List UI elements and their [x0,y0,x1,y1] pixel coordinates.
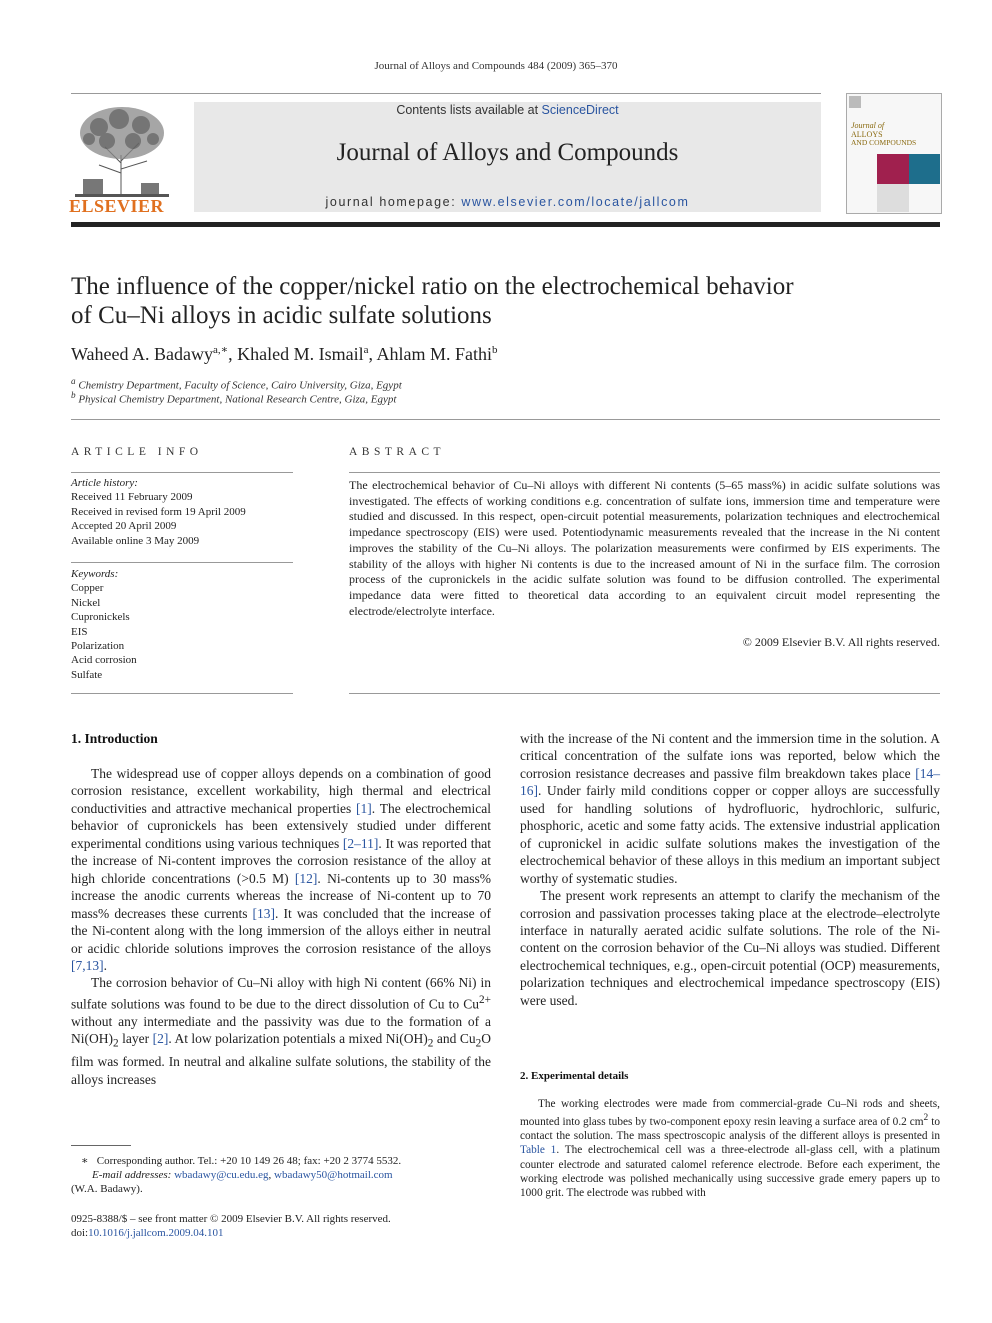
text-run: . The electrochemical cell was a three-electrode all-glass cell, with a platinum counter electrode and saturated calomel reference electrode. Before each experiment, the working electrode was polished mechanically using successive grade emery papers up to 1000 grit. The electrode was rubbed with [520,1144,941,1199]
affiliation-marker: b [71,390,76,400]
intro-paragraph-3 [520,730,940,887]
article-info-label: ARTICLE INFO [71,446,203,458]
article-title-line1: The influence of the copper/nickel ratio on the electrochemical behavior [71,273,794,300]
corresponding-line [71,1154,491,1168]
issn-doi-block [71,1212,511,1240]
citation-link[interactable]: [2] [152,1031,169,1047]
author-name[interactable]: Khaled M. Ismail [237,344,364,364]
cover-block-teal [909,154,940,184]
keywords-rule [71,562,293,563]
journal-citation: Journal of Alloys and Compounds 484 (2009) 365–370 [374,60,618,72]
author-name[interactable]: Ahlam M. Fathi [376,344,493,364]
email-link[interactable]: wbadawy@cu.edu.eg [174,1169,269,1182]
footnote-marker: ∗ [81,1155,89,1167]
intro-paragraph-1 [71,765,491,974]
introduction-left-column [71,765,491,1088]
header-rule [71,222,940,227]
text-run: . It was concluded that the increase of the Ni-content along with the long immersion of the alloys either in neutral or acidic chloride solutions improves the corrosion resistance of the alloys [71,905,491,956]
history-label: Article history: [71,477,138,489]
intro-paragraph-2 [71,974,491,1088]
history-item: Received 11 February 2009 [71,491,193,504]
text-run: and Cu [433,1031,476,1047]
text-run: layer [118,1031,153,1047]
text-run: . The electrochemical behavior of cupronickels has been extensively studied under different experimental conditions using various techniques [71,800,491,851]
doi-line [71,1226,511,1240]
keywords-block [71,567,293,682]
keyword-item: Copper [71,582,104,595]
keyword-item: Cupronickels [71,611,130,624]
affiliation-b [71,390,396,406]
footnote-rule [71,1145,131,1146]
text-run: with the increase of the Ni content and the immersion time in the solution. A critical concentration of the sulfate ions was reported, below which the corrosion resistance decreases and passive film breakdown takes place [520,731,940,781]
journal-name: Journal of Alloys and Compounds [336,139,679,166]
keyword-item: Acid corrosion [71,654,137,667]
keyword-item: Sulfate [71,668,103,681]
abstract-copyright: © 2009 Elsevier B.V. All rights reserved. [742,635,940,649]
sciencedirect-link[interactable]: ScienceDirect [541,103,619,117]
cover-title-line3: AND COMPOUNDS [851,138,917,147]
affiliation-marker: a [71,376,76,386]
text-run: . [103,957,107,973]
journal-homepage-line [194,195,821,209]
cover-block-grey [877,184,909,212]
text-run: The widespread use of copper alloys depends on a combination of good corrosion resistance, excellent workability, high thermal and electrical conductivities and attractive mechanical properties [71,766,491,816]
text-run: The working electrodes were made from commercial-grade Cu–Ni rods and sheets, mounted into glass tubes by two-component epoxy resin leaving a surface area of 0.2 cm [520,1098,940,1128]
subscript: 2 [475,1037,482,1050]
doi-label: doi: [71,1227,89,1240]
superscript: 2 [923,1113,929,1124]
email-separator: , [268,1169,275,1182]
author-separator: , [368,344,377,364]
citation-link[interactable]: [12] [294,870,318,886]
keywords-label: Keywords: [71,568,119,580]
abstract-label: ABSTRACT [349,446,446,458]
abstract-bottom-rule [349,693,940,694]
introduction-right-column [520,730,940,1009]
experimental-paragraph [520,1097,940,1200]
affiliation-rule [71,419,940,420]
article-info-bottom-rule [71,693,293,694]
cover-emblem [849,96,861,108]
history-item: Received in revised form 19 April 2009 [71,505,246,518]
contents-prefix: Contents lists available at [396,103,542,117]
cover-title-line1: Journal of [851,121,885,130]
citation-link[interactable]: [13] [252,905,276,921]
cover-title-line2: ALLOYS [851,129,883,139]
homepage-prefix: journal homepage: [325,195,462,209]
corresponding-text: Corresponding author. Tel.: +20 10 149 26 48; fax: +20 2 3774 5532. [96,1155,402,1167]
experimental-heading: 2. Experimental details [520,1070,629,1082]
history-item: Available online 3 May 2009 [71,534,200,547]
subscript: 2 [427,1037,434,1050]
text-run: . At low polarization potentials a mixed Ni(OH) [168,1031,428,1047]
affiliation-text: Physical Chemistry Department, National Research Centre, Giza, Egypt [78,393,397,406]
experimental-text [520,1097,940,1200]
keyword-item: Polarization [71,640,125,653]
email-owner: (W.A. Badawy). [71,1183,143,1196]
text-run: . It was reported that the increase of Ni-content improves the corrosion resistance of the alloy at high chloride concentrations (>0.5 M) [71,835,491,886]
cover-title [851,122,939,148]
text-run: The corrosion behavior of Cu–Ni alloy with high Ni content (66% Ni) in sulfate solutions was found to be due to the direct dissolution of Cu to Cu [71,975,491,1012]
text-run: without any intermediate and the passivity was due to the formation of a Ni(OH) [71,1013,491,1047]
intro-paragraph-4: The present work represents an attempt to clarify the mechanism of the corrosion and passivation processes taking place at the electrode–electrolyte interface in naturally aerated acidic sulfate solutions. The role of the Ni-content on the corrosion behavior of the Cu–Ni alloys was studied. Different electrochemical techniques, e.g., open-circuit potential (OCP) measurements, polarization techniques and electrochemical impedance spectroscopy (EIS) were used. [520,888,940,1008]
doi-link[interactable]: 10.1016/j.jallcom.2009.04.101 [88,1227,224,1240]
author-name[interactable]: Waheed A. Badawy [71,344,214,364]
issn-line: 0925-8388/$ – see front matter © 2009 Elsevier B.V. All rights reserved. [71,1213,391,1225]
introduction-heading: 1. Introduction [71,731,158,746]
abstract-text: The electrochemical behavior of Cu–Ni alloys with different Ni contents (5–65 mass%) in acidic sulfate solutions was investigated. The effects of working conditions e.g. concentration of sulfate ions, immersion time and temperature were studied and discussed. In this respect, open-circuit potential measurements, polarization techniques and electrochemical impedance spectroscopy (EIS) were used. Potentiodynamic measurements revealed that the increase in the Ni content improves the stability of the Cu–Ni alloys. The polarization measurements were confirmed by EIS experiments. The stability of the alloys with higher Ni contents is due to the increased amount of Ni in the surface film. The corrosion process of the cupronickels in the acidic sulfate solution was found to be diffusion controlled. The experimental impedance data were fitted to theoretical data according to an equivalent circuit model representing the electrode/electrolyte interface. [349,478,940,618]
header-top-line [71,93,821,94]
text-run: to contact the solution. The mass spectroscopic analysis of the different alloys is presented in [520,1115,940,1143]
elsevier-wordmark: ELSEVIER [69,196,165,216]
author-affil-marker[interactable]: b [492,344,498,356]
abstract-rule [349,472,940,473]
article-title-line2: of Cu–Ni alloys in acidic sulfate solutions [71,302,492,329]
email-label: E-mail addresses: [92,1169,175,1182]
citation-link[interactable]: [7,13] [71,957,104,973]
cover-block-magenta [877,154,909,184]
article-history [71,476,293,548]
text-run: . Under fairly mild conditions copper or copper alloys are successfully used for handling solutions of hydrofluoric, hydrochloric, sulfuric, phosphoric, acetic and some fatty acids. The extensive industrial application of cupronickel in acidic sulfate solutions makes the investigation of the electrochemical behavior of these alloys in this medium an important subject worthy of systematic studies. [520,783,940,886]
text-run: O film was formed. In neutral and alkaline sulfate solutions, the stability of the alloys increases [71,1031,491,1087]
citation-link[interactable]: [2–11] [342,835,379,851]
citation-link[interactable]: [1] [356,800,372,816]
author-separator: , [228,344,238,364]
homepage-link[interactable]: www.elsevier.com/locate/jallcom [461,195,690,209]
journal-cover-thumbnail [846,93,942,214]
subscript: 2 [113,1037,119,1050]
author-affil-marker[interactable]: a,∗ [213,344,229,356]
history-item: Accepted 20 April 2009 [71,520,177,533]
keyword-item: EIS [71,625,88,638]
email-link[interactable]: wbadawy50@hotmail.com [274,1169,393,1182]
corresponding-author-footnote [71,1154,491,1197]
text-run: . Ni-contents up to 30 mass% increase the anodic currents whereas the increase of Ni-content up to 70 mass% decreases these currents [71,870,492,921]
email-line [71,1168,491,1182]
superscript: 2+ [479,993,491,1006]
affiliation-text: Chemistry Department, Faculty of Science, Cairo University, Giza, Egypt [78,379,402,392]
citation-link[interactable]: [14–16] [520,765,940,799]
article-info-rule [71,472,293,473]
article-title [71,272,931,330]
author-list [71,343,498,365]
keyword-item: Nickel [71,596,101,609]
table-link[interactable]: Table 1 [520,1144,557,1157]
contents-available-line [194,103,821,117]
author-affil-marker[interactable]: a [363,344,369,356]
